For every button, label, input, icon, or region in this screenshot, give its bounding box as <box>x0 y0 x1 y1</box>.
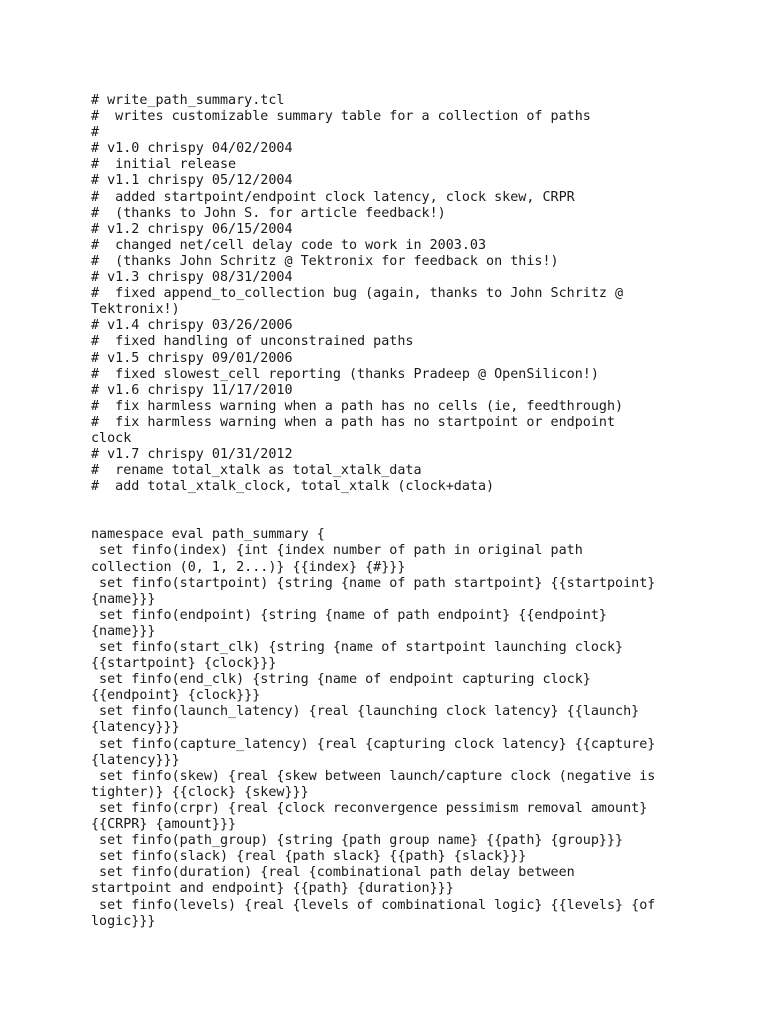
code-line: set finfo(end_clk) {string {name of endpoint capturing clock} <box>91 672 591 688</box>
code-line: set finfo(start_clk) {string {name of startpoint launching clock} <box>91 640 624 655</box>
comment-line: # fix harmless warning when a path has no startpoint or endpoint <box>91 414 616 430</box>
comment-line: # initial release <box>91 157 237 173</box>
code-line: set finfo(endpoint) {string {name of path endpoint} {{endpoint} <box>91 607 607 623</box>
comment-line: Tektronix!) <box>91 302 180 318</box>
code-line: set finfo(startpoint) {string {name of path startpoint} {{startpoint} <box>91 575 656 591</box>
code-block <box>91 527 691 929</box>
code-line: set finfo(launch_latency) {real {launching clock latency} {{launch} <box>91 704 640 720</box>
comment-line: # (thanks John Schritz @ Tektronix for feedback on this!) <box>91 253 559 269</box>
code-line: {{endpoint} {clock}}} <box>91 688 261 704</box>
comment-line: # v1.3 chrispy 08/31/2004 <box>91 270 293 286</box>
comment-line: # added startpoint/endpoint clock latency, clock skew, CRPR <box>91 189 575 205</box>
code-line: startpoint and endpoint} {{path} {duration}}} <box>91 881 454 897</box>
comment-line: # v1.7 chrispy 01/31/2012 <box>91 447 293 463</box>
code-line: namespace eval path_summary { <box>91 527 325 543</box>
code-line: {latency}}} <box>91 752 180 768</box>
comment-line: # fixed handling of unconstrained paths <box>91 334 414 350</box>
comment-line: # v1.6 chrispy 11/17/2010 <box>91 382 293 398</box>
header-comment-block <box>91 93 691 495</box>
comment-line: # write_path_summary.tcl <box>91 93 285 108</box>
comment-line: # v1.2 chrispy 06/15/2004 <box>91 221 293 237</box>
blank-spacer <box>91 495 691 527</box>
comment-line: # <box>91 125 100 141</box>
comment-line: # fixed append_to_collection bug (again, thanks to John Schritz @ <box>91 286 624 302</box>
code-line: {{CRPR} {amount}}} <box>91 817 237 833</box>
comment-line: # changed net/cell delay code to work in 2003.03 <box>91 237 487 253</box>
code-line: {name}}} <box>91 591 156 607</box>
comment-line: # v1.4 chrispy 03/26/2006 <box>91 318 293 334</box>
code-line: collection (0, 1, 2...)} {{index} {#}}} <box>91 559 406 575</box>
document-page <box>91 93 691 930</box>
code-line: set finfo(crpr) {real {clock reconvergence pessimism removal amount} <box>91 800 648 816</box>
code-line: set finfo(path_group) {string {path group name} {{path} {group}}} <box>91 833 624 849</box>
code-line: {name}}} <box>91 623 156 639</box>
comment-line: # rename total_xtalk as total_xtalk_data <box>91 463 422 479</box>
code-line: tighter)} {{clock} {skew}}} <box>91 784 309 800</box>
comment-line: # add total_xtalk_clock, total_xtalk (clock+data) <box>91 479 495 495</box>
comment-line: # v1.5 chrispy 09/01/2006 <box>91 350 293 366</box>
code-line: set finfo(index) {int {index number of path in original path <box>91 543 583 559</box>
code-line: set finfo(levels) {real {levels of combinational logic} {{levels} {of <box>91 897 656 913</box>
code-line: set finfo(skew) {real {skew between launch/capture clock (negative is <box>91 768 656 784</box>
code-line: set finfo(capture_latency) {real {capturing clock latency} {{capture} <box>91 736 656 752</box>
comment-line: # v1.1 chrispy 05/12/2004 <box>91 173 293 189</box>
code-line: {latency}}} <box>91 720 180 736</box>
comment-line: # writes customizable summary table for a collection of paths <box>91 109 591 125</box>
code-line: set finfo(duration) {real {combinational path delay between <box>91 865 575 881</box>
code-line: logic}}} <box>91 913 156 929</box>
comment-line: # fix harmless warning when a path has no cells (ie, feedthrough) <box>91 398 624 414</box>
code-line: set finfo(slack) {real {path slack} {{path} {slack}}} <box>91 849 527 865</box>
comment-line: # fixed slowest_cell reporting (thanks Pradeep @ OpenSilicon!) <box>91 366 599 382</box>
code-line: {{startpoint} {clock}}} <box>91 656 277 672</box>
comment-line: clock <box>91 430 132 446</box>
comment-line: # (thanks to John S. for article feedback!) <box>91 205 446 221</box>
comment-line: # v1.0 chrispy 04/02/2004 <box>91 141 293 157</box>
